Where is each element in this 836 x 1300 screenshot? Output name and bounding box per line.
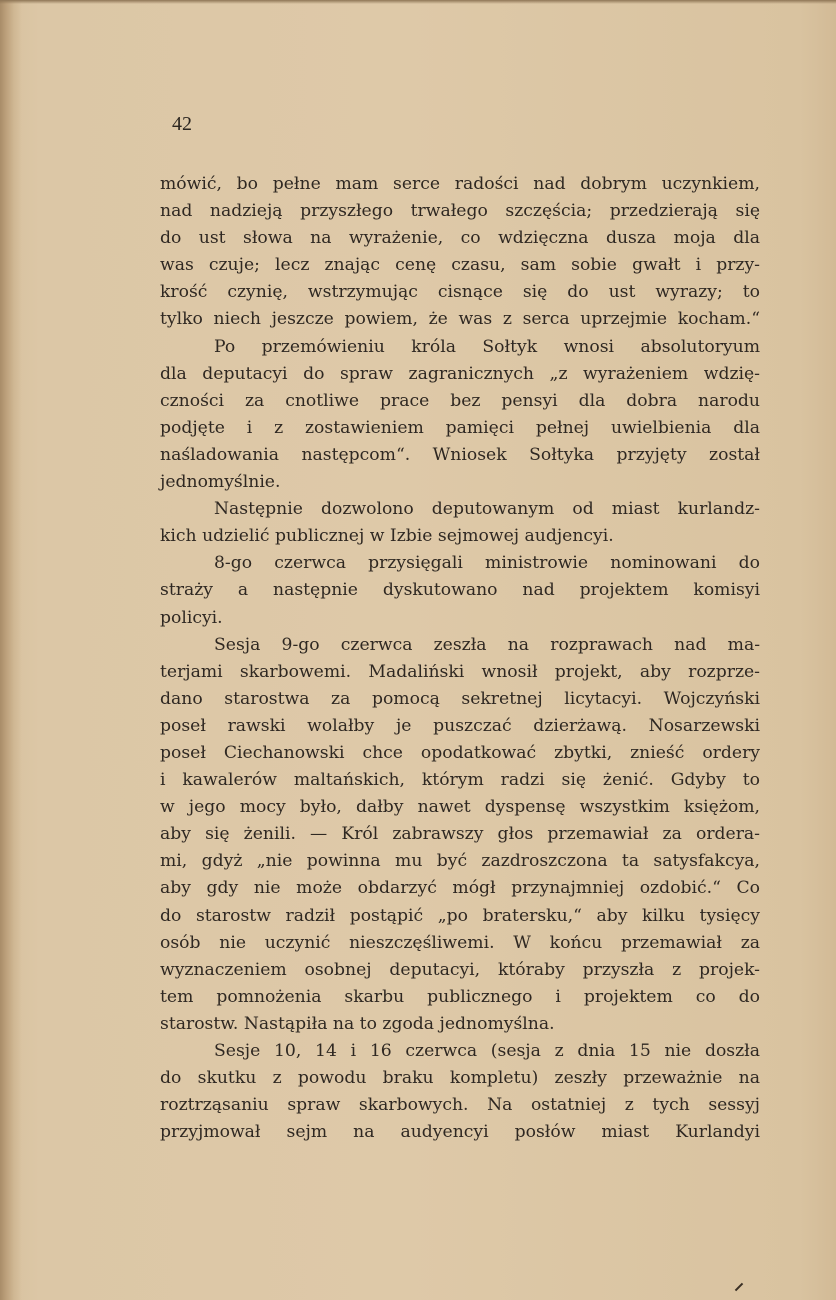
text-line: aby gdy nie może obdarzyć mógł przynajmniej ozdobić.“ Co [160, 878, 760, 899]
text-line: do starostw radził postąpić „po bratersku,“ aby kilku tysięcy [160, 905, 760, 926]
text-line: mówić, bo pełne mam serce radości nad dobrym uczynkiem, [160, 174, 760, 194]
page-number: 42 [172, 113, 192, 135]
text-line: podjęte i z zostawieniem pamięci pełnej uwielbienia dla [160, 417, 760, 438]
text-line: Po przemówieniu króla Sołtyk wnosi absolutoryum [214, 336, 760, 357]
text-line: 8-go czerwca przysięgali ministrowie nominowani do [214, 553, 760, 574]
text-line: dano starostwa za pomocą sekretnej licytacyi. Wojczyński [160, 688, 760, 709]
text-line: aby się żenili. — Król zabrawszy głos przemawiał za ordera- [160, 824, 760, 845]
text-line: wyznaczeniem osobnej deputacyi, któraby przyszła z projek- [160, 959, 760, 980]
text-line: tylko niech jeszcze powiem, że was z serca uprzejmie kocham.“ [160, 309, 760, 330]
text-line: Sesje 10, 14 i 16 czerwca (sesja z dnia 15 nie doszła [214, 1041, 760, 1061]
text-line: do skutku z powodu braku kompletu) zeszły przeważnie na [160, 1068, 760, 1089]
text-line: dla deputacyi do spraw zagranicznych „z wyrażeniem wdzię- [160, 363, 760, 384]
text-line: was czuje; lecz znając cenę czasu, sam sobie gwałt i przy- [160, 255, 760, 276]
text-line: roztrząsaniu spraw skarbowych. Na ostatniej z tych sessyj [160, 1095, 760, 1116]
text-line: do ust słowa na wyrażenie, co wdzięczna dusza moja dla [160, 228, 760, 249]
text-line: policyi. [160, 607, 223, 628]
text-line: przyjmował sejm na audyencyi posłów miast Kurlandyi [160, 1122, 760, 1143]
body-text [160, 171, 760, 1146]
ink-mark [735, 1283, 743, 1291]
text-line: straży a następnie dyskutowano nad projektem komisyi [160, 580, 760, 601]
text-line: jednomyślnie. [160, 472, 281, 493]
text-line: mi, gdyż „nie powinna mu być zazdroszczona ta satysfakcya, [160, 851, 760, 872]
text-line: naśladowania następcom“. Wniosek Sołtyka przyjęty został [160, 444, 760, 465]
text-line: kich udzielić publicznej w Izbie sejmowej audjencyi. [160, 526, 614, 547]
binding-edge [0, 0, 22, 1300]
text-line: poseł rawski wolałby je puszczać dzierżawą. Nosarzewski [160, 715, 760, 736]
text-line: tem pomnożenia skarbu publicznego i projektem co do [160, 986, 760, 1007]
text-line: w jego mocy było, dałby nawet dyspensę wszystkim księżom, [160, 797, 760, 818]
text-line: i kawalerów maltańskich, którym radzi się żenić. Gdyby to [160, 770, 760, 791]
text-line: terjami skarbowemi. Madaliński wnosił projekt, aby rozprze- [160, 661, 760, 682]
text-line: starostw. Nastąpiła na to zgoda jednomyślna. [160, 1013, 555, 1034]
text-line: osób nie uczynić nieszczęśliwemi. W końcu przemawiał za [160, 932, 760, 953]
text-line: nad nadzieją przyszłego trwałego szczęścia; przedzierają się [160, 201, 760, 222]
text-line: Następnie dozwolono deputowanym od miast kurlandz- [214, 499, 760, 520]
text-line: poseł Ciechanowski chce opodatkować zbytki, znieść ordery [160, 742, 760, 763]
text-line: czności za cnotliwe prace bez pensyi dla dobra narodu [160, 390, 760, 411]
text-line: krość czynię, wstrzymując cisnące się do ust wyrazy; to [160, 282, 760, 303]
top-edge [0, 0, 836, 4]
text-line: Sesja 9-go czerwca zeszła na rozprawach nad ma- [214, 634, 760, 655]
